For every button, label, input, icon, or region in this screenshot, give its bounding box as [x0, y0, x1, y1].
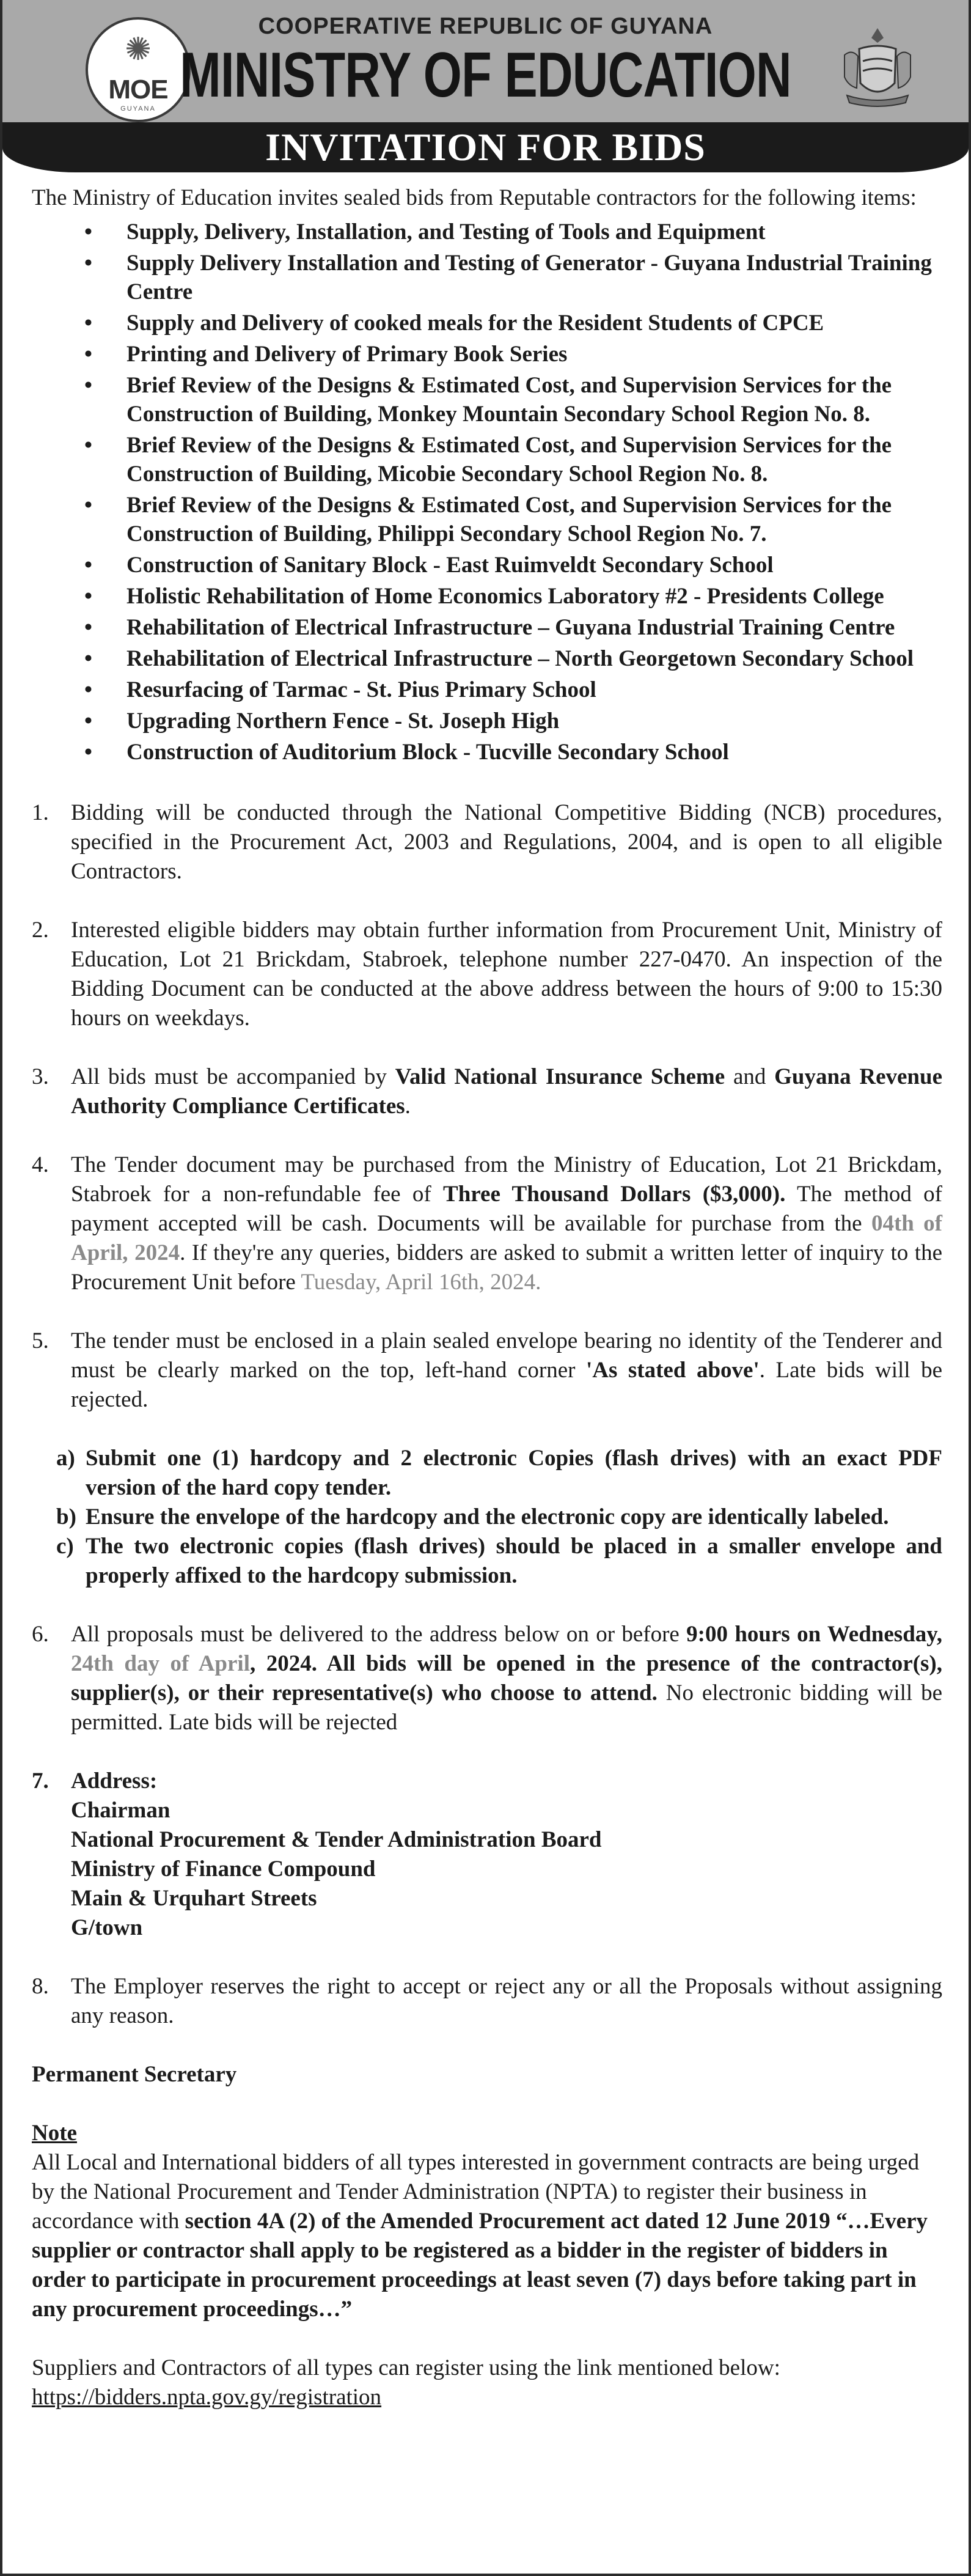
intro-text: The Ministry of Education invites sealed bids from Reputable contractors for the following items:	[32, 185, 917, 210]
list-item: • Construction of Auditorium Block - Tucville Secondary School	[32, 738, 942, 767]
bullet-icon: •	[84, 311, 92, 336]
clause-1: 1. Bidding will be conducted through the National Competitive Bidding (NCB) procedures, specified in the Procurement Act, 2003 and Regulations, 2004, and is open to all eligible Contractors.	[32, 800, 942, 884]
advertisement-body	[32, 183, 942, 2412]
clause-8: 8. The Employer reserves the right to accept or reject any or all the Proposals without assigning any reason.	[32, 1974, 942, 2028]
list-item: • Rehabilitation of Electrical Infrastructure – North Georgetown Secondary School	[32, 644, 942, 673]
bullet-icon: •	[84, 677, 92, 702]
ministry-heading: MINISTRY OF EDUCATION	[180, 40, 791, 111]
bullet-icon: •	[84, 219, 92, 245]
clause-3: 3. All bids must be accompanied by Valid National Insurance Scheme and Guyana Revenue Authority Compliance Certificates.	[32, 1064, 943, 1119]
republic-heading: COOPERATIVE REPUBLIC OF GUYANA	[258, 13, 713, 39]
submission-item-b: b) Ensure the envelope of the hardcopy and the electronic copy are identically labeled.	[56, 1504, 889, 1529]
registration-text: Suppliers and Contractors of all types can register using the link mentioned below:	[32, 2355, 780, 2380]
clause-5: 5. The tender must be enclosed in a plain sealed envelope bearing no identity of the Tenderer and must be clearly marked on the top, left-hand corner 'As stated above'. Late bids will be rejected.	[32, 1328, 942, 1412]
page-title: INVITATION FOR BIDS	[265, 125, 706, 169]
bullet-icon: •	[84, 553, 92, 578]
address-line: Ministry of Finance Compound	[71, 1857, 376, 1882]
logo-text: MOE	[108, 75, 168, 105]
submission-item-c: c) The two electronic copies (flash drives) should be placed in a smaller envelope and properly affixed to the hardcopy submission.	[56, 1534, 942, 1588]
address-line: National Procurement & Tender Administration Board	[71, 1827, 602, 1852]
bullet-icon: •	[84, 740, 92, 765]
signature-title: Permanent Secretary	[32, 2062, 237, 2087]
list-item: • Supply, Delivery, Installation, and Testing of Tools and Equipment	[32, 218, 942, 246]
logo-emblem-icon: ✺	[125, 32, 152, 67]
submission-item-a: a) Submit one (1) hardcopy and 2 electronic Copies (flash drives) with an exact PDF version of the hard copy tender.	[56, 1446, 942, 1500]
note-heading: Note	[32, 2121, 77, 2146]
address-line: Chairman	[71, 1798, 170, 1823]
list-item: • Supply and Delivery of cooked meals for the Resident Students of CPCE	[32, 309, 942, 337]
list-item: • Resurfacing of Tarmac - St. Pius Primary School	[32, 675, 942, 704]
clause-4: 4. The Tender document may be purchased from the Ministry of Education, Lot 21 Brickdam, Stabroek for a non-refundable fee of Three Thousand Dollars ($3,000). The method of payment accepted will be cash. Documents will be available for purchase from the 04th of April, 2024. If they're any queries, bidders are asked to submit a written letter of inquiry to the Procurement Unit before Tuesday, April 16th, 2024.	[32, 1152, 942, 1295]
clause-7: 7. Address:	[32, 1768, 158, 1794]
list-item: • Upgrading Northern Fence - St. Joseph High	[32, 707, 942, 735]
bullet-icon: •	[84, 584, 92, 609]
bullet-icon: •	[84, 708, 92, 734]
note-text: All Local and International bidders of all types interested in government contracts are being urged by the National Procurement and Tender Administration (NPTA) to register their business in accordance with section 4A (2) of the Amended Procurement act dated 12 June 2019 “…Every supplier or contractor shall apply to be registered as a bidder in the register of bidders in order to participate in procurement proceedings at least seven (7) days before taking part in any procurement proceedings…”	[32, 2150, 928, 2322]
list-item: • Supply Delivery Installation and Testing of Generator - Guyana Industrial Training Centre	[32, 249, 942, 306]
title-banner	[2, 122, 969, 172]
clause-6: 6. All proposals must be delivered to the address below on or before 9:00 hours on Wednesday, 24th day of April, 2024. All bids will be opened in the presence of the contractor(s), supplier(s), or their representative(s) who choose to attend. No electronic bidding will be permitted. Late bids will be rejected	[32, 1622, 942, 1735]
list-item: • Brief Review of the Designs & Estimated Cost, and Supervision Services for the Construction of Building, Micobie Secondary School Region No. 8.	[32, 431, 942, 488]
list-item: • Printing and Delivery of Primary Book Series	[32, 340, 942, 369]
bullet-icon: •	[84, 493, 92, 518]
header-band	[2, 0, 969, 122]
list-item: • Brief Review of the Designs & Estimated Cost, and Supervision Services for the Construction of Building, Philippi Secondary School Region No. 7.	[32, 491, 942, 548]
registration-link[interactable]: https://bidders.npta.gov.gy/registration	[32, 2385, 382, 2410]
bid-items-list	[32, 218, 942, 767]
coat-of-arms-icon	[838, 24, 917, 110]
bullet-icon: •	[84, 433, 92, 458]
bullet-icon: •	[84, 373, 92, 398]
list-item: • Construction of Sanitary Block - East Ruimveldt Secondary School	[32, 551, 942, 580]
bullet-icon: •	[84, 615, 92, 640]
clause-2: 2. Interested eligible bidders may obtain further information from Procurement Unit, Ministry of Education, Lot 21 Brickdam, Stabroek, telephone number 227-0470. An inspection of the Bidding Document can be conducted at the above address between the hours of 9:00 to 15:30 hours on weekdays.	[32, 918, 942, 1031]
logo-subtext: GUYANA	[120, 105, 156, 112]
bullet-icon: •	[84, 251, 92, 276]
address-line: G/town	[71, 1915, 143, 1940]
bullet-icon: •	[84, 646, 92, 671]
address-line: Main & Urquhart Streets	[71, 1886, 317, 1911]
list-item: • Brief Review of the Designs & Estimated Cost, and Supervision Services for the Construction of Building, Monkey Mountain Secondary School Region No. 8.	[32, 371, 942, 429]
list-item: • Rehabilitation of Electrical Infrastructure – Guyana Industrial Training Centre	[32, 613, 942, 642]
bullet-icon: •	[84, 342, 92, 367]
list-item: • Holistic Rehabilitation of Home Economics Laboratory #2 - Presidents College	[32, 582, 942, 611]
